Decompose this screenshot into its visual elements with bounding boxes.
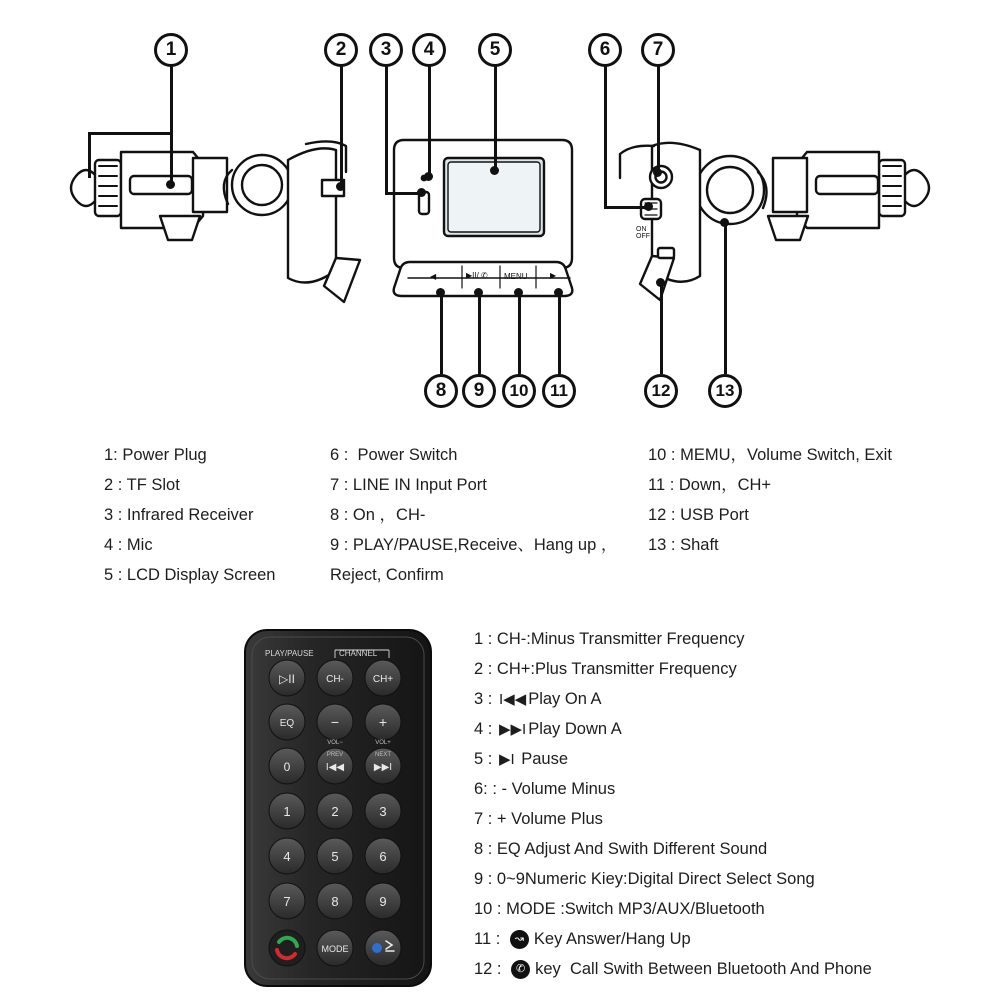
legend-item-6: 6 : Power Switch [330, 446, 458, 464]
callout-9[interactable]: 9 [462, 374, 496, 408]
prev-track-icon: I◀◀ [498, 690, 527, 708]
legend-item-12: 12 : USB Port [648, 506, 749, 524]
legend-item-8: 8 : On ，CH- [330, 506, 426, 524]
legend-item-11: 11 : Down，CH+ [648, 476, 772, 494]
device-button-play-pause[interactable]: ▶II/ ✆ [466, 271, 488, 280]
remote-key-8: 8 [331, 894, 339, 909]
leader-dot-2 [336, 182, 345, 191]
callout-1[interactable]: 1 [154, 33, 188, 67]
remote-key-vol-minus: − [330, 714, 340, 730]
remote-legend-item-2: 2 : CH+:Plus Transmitter Frequency [474, 660, 737, 678]
callout-12[interactable]: 12 [644, 374, 678, 408]
callout-6[interactable]: 6 [588, 33, 622, 67]
remote-key-7: 7 [283, 894, 291, 909]
leader-5 [494, 66, 497, 170]
remote-legend-item-6: 6: : - Volume Minus [474, 780, 616, 798]
remote-key-6: 6 [379, 849, 387, 864]
remote-legend-item-3: 3 : I◀◀ Play On A [474, 690, 602, 708]
remote-key-1: 1 [283, 804, 291, 819]
device-button-menu[interactable]: MENU [504, 272, 528, 281]
callout-2[interactable]: 2 [324, 33, 358, 67]
remote-key-play-pause: ▷II [279, 672, 295, 686]
callout-13[interactable]: 13 [708, 374, 742, 408]
remote-header-channel: CHANNEL [339, 649, 378, 658]
legend-item-3: 3 : Infrared Receiver [104, 506, 254, 524]
remote-legend-item-10: 10 : MODE :Switch MP3/AUX/Bluetooth [474, 900, 765, 918]
remote-legend-item-11: 11 : ↝ Key Answer/Hang Up [474, 930, 691, 948]
leader-6b [604, 206, 648, 209]
legend-item-2: 2 : TF Slot [104, 476, 180, 494]
leader-10 [518, 292, 521, 374]
device-legend-column-2 [330, 440, 660, 590]
leader-3 [385, 66, 388, 192]
legend-item-13: 13 : Shaft [648, 536, 719, 554]
svg-text:ON: ON [636, 226, 647, 233]
leader-dot-11 [554, 288, 563, 297]
legend-item-9: 9 : PLAY/PAUSE,Receive、Hang up ， [330, 536, 618, 554]
callout-11[interactable]: 11 [542, 374, 576, 408]
callout-5[interactable]: 5 [478, 33, 512, 67]
leader-dot-12 [656, 278, 665, 287]
leader-dot-7 [653, 168, 662, 177]
remote-key-4: 4 [283, 849, 291, 864]
remote-legend-item-4: 4 : ▶▶I Play Down A [474, 720, 622, 738]
next-track-icon: ▶▶I [498, 720, 527, 738]
device-button-next[interactable]: ▶ [550, 271, 557, 280]
callout-8[interactable]: 8 [424, 374, 458, 408]
leader-1 [170, 66, 173, 134]
remote-legend-item-8: 8 : EQ Adjust And Swith Different Sound [474, 840, 768, 858]
remote-legend-item-12: 12 : ✆ key Call Swith Between Bluetooth And Phone [474, 960, 872, 978]
leader-dot-1 [166, 180, 175, 189]
leader-9 [478, 292, 481, 374]
remote-key-mode: MODE [321, 944, 349, 954]
legend-item-9-cont: Reject, Confirm [330, 566, 444, 584]
remote-sublabel-prev: PREV [326, 752, 344, 758]
bluetooth-call-icon: ✆ [511, 960, 530, 979]
answer-call-icon: ↝ [510, 930, 529, 949]
remote-sublabel-vol-minus: VOL− [327, 740, 343, 746]
leader-1c [88, 132, 91, 178]
leader-12 [660, 282, 663, 374]
remote-key-ch-minus: CH- [326, 674, 344, 685]
leader-dot-8 [436, 288, 445, 297]
remote-key-2: 2 [331, 804, 339, 819]
remote-sublabel-vol-plus: VOL+ [375, 740, 391, 746]
legend-item-5: 5 : LCD Display Screen [104, 566, 276, 584]
remote-control [243, 628, 433, 988]
remote-key-0: 0 [283, 760, 291, 774]
svg-text:OFF: OFF [636, 233, 650, 240]
leader-dot-10 [514, 288, 523, 297]
leader-dot-9 [474, 288, 483, 297]
leader-dot-5 [490, 166, 499, 175]
remote-header-play-pause: PLAY/PAUSE [265, 649, 314, 658]
remote-legend-item-5: 5 : ▶I Pause [474, 750, 569, 768]
leader-dot-13 [720, 218, 729, 227]
leader-8 [440, 292, 443, 374]
callout-3[interactable]: 3 [369, 33, 403, 67]
remote-key-next: ▶▶I [373, 762, 393, 773]
leader-1b [88, 132, 172, 135]
remote-legend [474, 624, 994, 984]
leader-2 [340, 66, 343, 186]
leader-13 [724, 222, 727, 374]
callout-4[interactable]: 4 [412, 33, 446, 67]
remote-legend-item-9: 9 : 0~9Numeric Kiey:Digital Direct Select Song [474, 870, 815, 888]
callout-7[interactable]: 7 [641, 33, 675, 67]
leader-dot-3 [417, 188, 426, 197]
pause-icon: ▶I [498, 750, 515, 768]
leader-3b [385, 192, 421, 195]
device-legend-column-1 [104, 440, 344, 590]
remote-key-3: 3 [379, 804, 387, 819]
remote-legend-item-1: 1 : CH-:Minus Transmitter Frequency [474, 630, 745, 648]
remote-key-prev: I◀◀ [325, 762, 345, 773]
remote-legend-item-7: 7 : + Volume Plus [474, 810, 603, 828]
device-button-prev[interactable]: ◀ [430, 272, 437, 281]
remote-sublabel-next: NEXT [374, 752, 392, 758]
remote-key-vol-plus: + [378, 714, 388, 730]
leader-11 [558, 292, 561, 374]
leader-dot-4 [424, 172, 433, 181]
legend-item-1: 1: Power Plug [104, 446, 207, 464]
legend-item-7: 7 : LINE IN Input Port [330, 476, 487, 494]
leader-dot-6 [644, 202, 653, 211]
legend-item-4: 4 : Mic [104, 536, 153, 554]
legend-item-10: 10 : MEMU，Volume Switch, Exit [648, 446, 892, 464]
leader-4 [428, 66, 431, 176]
leader-1d [170, 132, 173, 184]
remote-key-eq: EQ [279, 718, 295, 729]
remote-key-ch-plus: CH+ [372, 674, 394, 685]
callout-10[interactable]: 10 [502, 374, 536, 408]
leader-6 [604, 66, 607, 206]
remote-key-9: 9 [379, 894, 387, 909]
device-legend-column-3 [648, 440, 978, 560]
leader-7 [657, 66, 660, 172]
remote-key-5: 5 [331, 849, 339, 864]
